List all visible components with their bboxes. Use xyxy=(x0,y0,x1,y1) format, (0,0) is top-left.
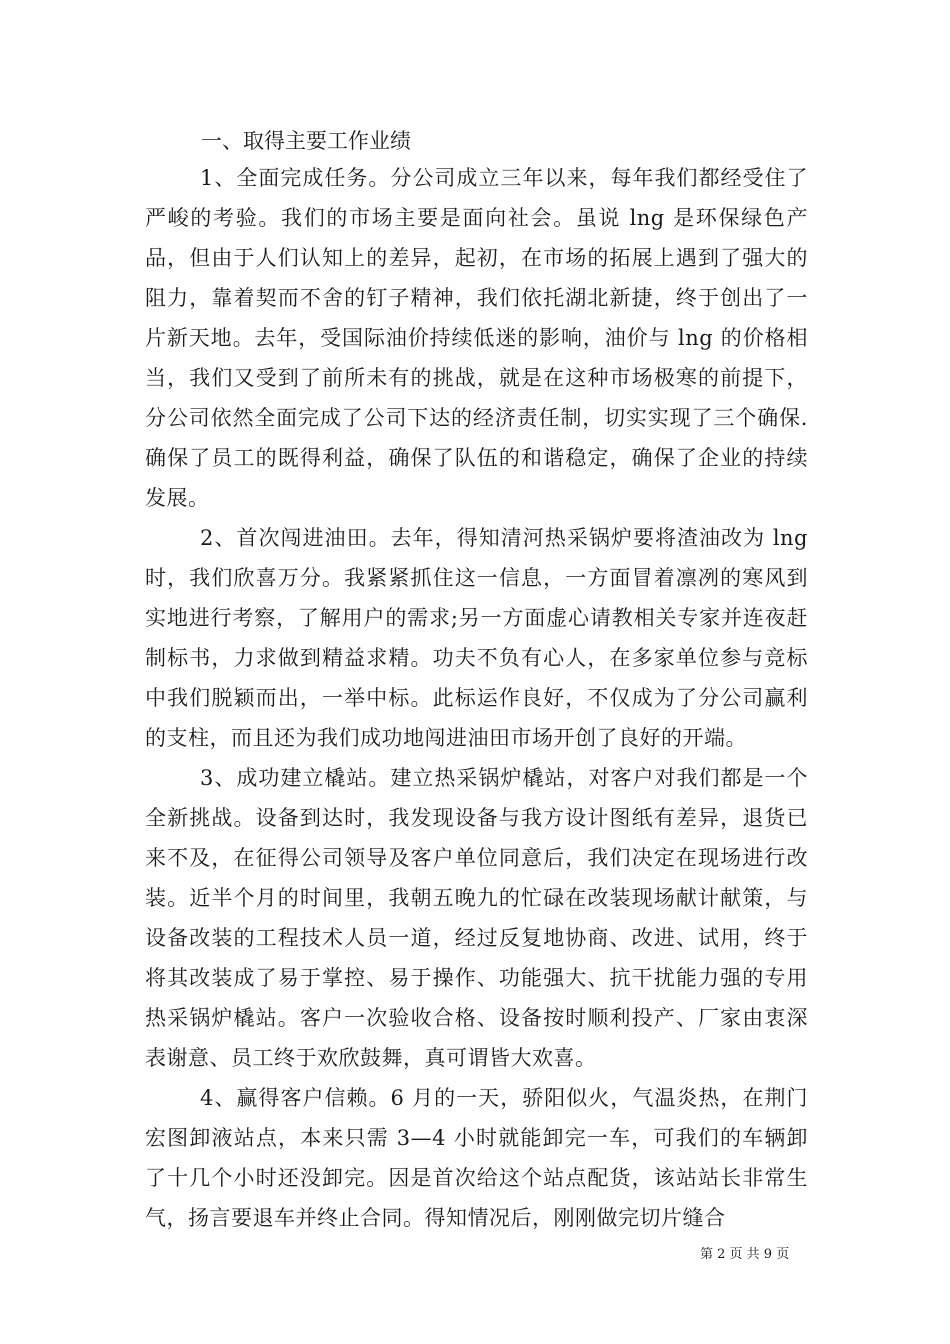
section-heading: 一、取得主要工作业绩 xyxy=(201,129,411,153)
paragraph-2: 2、首次闯进油田。去年，得知清河热采锅炉要将渣油改为 lng 时，我们欣喜万分。我紧紧抓住这一信息，一方面冒着凛冽的寒风到实地进行考察，了解用户的需求;另一方面虚心请教相关专家并连夜赶制标书，力求做到精益求精。功夫不负有心人，在多家单位参与竞标中我们脱颖而出，一举中标。此标运作良好，不仅成为了分公司赢利的支柱，而且还为我们成功地闯进油田市场开创了良好的开端。 xyxy=(145,526,808,750)
page-number-footer: 第 2 页 共 9 页 xyxy=(700,1247,790,1262)
paragraph-3: 3、成功建立橇站。建立热采锅炉橇站，对客户对我们都是一个全新挑战。设备到达时，我发现设备与我方设计图纸有差异，退货已来不及，在征得公司领导及客户单位同意后，我们决定在现场进行改装。近半个月的时间里，我朝五晚九的忙碌在改装现场献计献策，与设备改装的工程技术人员一道，经过反复地协商、改进、试用，终于将其改装成了易于掌控、易于操作、功能强大、抗干扰能力强的专用热采锅炉橇站。客户一次验收合格、设备按时顺利投产、厂家由衷深表谢意、员工终于欢欣鼓舞，真可谓皆大欢喜。 xyxy=(145,766,808,1070)
paragraph-1: 1、全面完成任务。分公司成立三年以来，每年我们都经受住了严峻的考验。我们的市场主要是面向社会。虽说 lng 是环保绿色产品，但由于人们认知上的差异，起初，在市场的拓展上遇到了强大的阻力，靠着契而不舍的钉子精神，我们依托湖北新捷，终于创出了一片新天地。去年，受国际油价持续低迷的影响，油价与 lng 的价格相当，我们又受到了前所未有的挑战，就是在这种市场极寒的前提下，分公司依然全面完成了公司下达的经济责任制，切实实现了三个确保.确保了员工的既得利益，确保了队伍的和谐稳定，确保了企业的持续发展。 xyxy=(145,166,808,510)
document-body xyxy=(145,158,808,1238)
paragraph-4: 4、赢得客户信赖。6 月的一天，骄阳似火，气温炎热，在荆门宏图卸液站点，本来只需 3—4 小时就能卸完一车，可我们的车辆卸了十几个小时还没卸完。因是首次给这个站点配货，该站站长非常生气，扬言要退车并终止合同。得知情况后，刚刚做完切片缝合 xyxy=(145,1086,808,1230)
